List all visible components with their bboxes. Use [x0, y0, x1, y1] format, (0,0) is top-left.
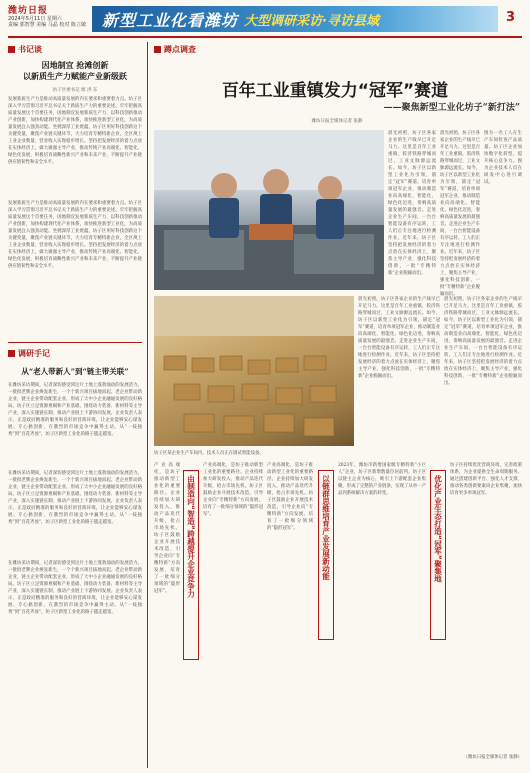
factory-workers-photo	[154, 130, 384, 290]
feature-byline: 潍坊日报全媒体记者 张静	[311, 119, 363, 124]
feature-end-note: （潍坊日报全媒体记者 张静）	[463, 755, 522, 760]
feature-title: 百年工业重镇发力“冠军”赛道	[221, 81, 449, 101]
issue-date: 2024年5月11日 星期六	[8, 16, 62, 22]
newspaper-logo: 潍坊日报	[8, 6, 49, 16]
feature-tag	[154, 44, 196, 55]
commentary-title	[8, 60, 142, 82]
opinion-tag	[8, 348, 50, 359]
commentary-tag-label: 书记谈	[18, 45, 42, 54]
opinion-body-cont2: 在潍坊采访期间，记者深切感受到这片土地上蓬勃涌动的发展活力。一批批老牌企业焕发新生，一个个新兴项目拔地而起。老企业带动新企业，链主企业带动配套企业，形成了大中小企业融通发展的良好格局。坊子区立足资源禀赋和产业基础，围绕动力装备、新材料等主导产业，深入实施链长制，推动产业链上下游协同发展。企业负责人表示，正是政府精准的服务和良好的营商环境，让企业能够安心谋发展、专心搞创新，在激烈的市场竞争中赢得主动。从“一枝独秀”到“百花齐放”，坊子区新型工业化的路子越走越宽。	[8, 561, 142, 615]
section3-body: 坊子区持续优化营商环境，完善政策体系，为企业提供全生命周期服务。通过搭建创新平台、强化人才支撑，推动各类创新要素向企业集聚，加快培育更多单项冠军。	[450, 463, 522, 496]
banner-title: 新型工业化看潍坊	[102, 10, 239, 30]
opinion-body: 在潍坊采访期间，记者深切感受到这片土地上蓬勃涌动的发展活力。一批批老牌企业焕发新生，一个个新兴项目拔地而起。老企业带动新企业，链主企业带动配套企业，形成了大中小企业融通发展的良好格局。坊子区立足资源禀赋和产业基础，围绕动力装备、新材料等主导产业，深入实施链长制，推动产业链上下游协同发展。企业负责人表示，正是政府精准的服务和良好的营商环境，让企业能够安心谋发展、专心搞创新，在激烈的市场竞争中赢得主动。从“一枝独秀”到“百花齐放”，坊子区新型工业化的路子越走越宽。	[8, 383, 142, 437]
feature-body-intro: 晨光初照，坊子区各家企业的生产线早已开足马力。这里是百年工业重镇，胶济铁路穿城而过，工业文脉源远流长。如今，坊子区以新型工业化为引领，锚定“冠军”赛道，培育单项冠军企业，推动制造业向高端化、智能化、绿色化迈进，奏响高质量发展的最强音。走进企业生产车间，一台台智能设备有序运转，工人们正专注地进行检测作业。近年来，坊子区坚持把发展经济的着力点放在实体经济上，聚焦主导产业，强化科技创新，一批“专精特新”企业脱颖而出。	[388, 131, 436, 276]
commentary-body-cont: 发展新质生产力是推动高质量发展的内在要求和重要着力点。坊子区深入学习贯彻习近平总书记关于新质生产力的重要论述，牢牢把握高质量发展这个首要任务，因地制宜发展新质生产力，以科技创新推动产业创新，加快构建现代化产业体系，加快推进新型工业化，为高质量发展注入强劲动能。坐拥深厚工业底蕴，坊子区用好科技创新这个关键变量，聚焦产业链关键环节，大力培育专精特新企业，全区规上工业企业数量、营业收入实现稳步增长。坚持把发展经济的着力点放在实体经济上，做大做强主导产业，推动传统产业高端化、智能化、绿色化发展，积极培育战略性新兴产业和未来产业，不断提升产业链供应链韧性和安全水平。	[8, 201, 142, 269]
commentary-title-line1: 因地制宜 抢滩创新	[41, 60, 109, 70]
column-divider	[147, 42, 148, 768]
tag-square-icon	[8, 350, 15, 357]
commentary-title-line2: 以新质生产力赋能产业新级跃	[23, 71, 127, 81]
workshop-products-photo	[154, 296, 354, 446]
page-banner	[92, 6, 498, 32]
feature-subtitle: ——聚焦新型工业化坊子“新打法”	[383, 103, 520, 113]
section2-heading-box	[318, 470, 334, 640]
feature-tag-label: 蹲点调查	[164, 45, 196, 54]
tag-square-icon	[8, 46, 15, 53]
factory-workers-illustration	[154, 130, 384, 290]
section2-body: 2023年，潍坊市新增国家级专精特新“小巨人”企业，坊子区新增数量位居前列。坊子区以链主企业为核心，吸引上下游配套企业集聚，形成了完整的产业链条，实现了从单一产品到系统解决方案的转变。	[338, 463, 426, 496]
section1-heading-box	[183, 470, 199, 660]
left-divider	[8, 342, 142, 343]
section1-heading: 由制造向“智造”跨越提升企业竞争力	[186, 475, 196, 598]
editor-credits: 责编 郭智慧 美编 马晶 校对 陈立敏	[8, 22, 86, 28]
commentary-tag	[8, 44, 42, 55]
feature-body-intro-cont: 晨光初照，坊子区各家企业的生产线早已开足马力。这里是百年工业重镇，胶济铁路穿城而过，工业文脉源远流长。如今，坊子区以新型工业化为引领，锚定“冠军”赛道，培育单项冠军企业，推动制造业向高端化、智能化、绿色化迈进，奏响高质量发展的最强音。走进企业生产车间，一台台智能设备有序运转，工人们正专注地进行检测作业。近年来，坊子区坚持把发展经济的着力点放在实体经济上，聚焦主导产业，强化科技创新，一批“专精特新”企业脱颖而出。	[440, 131, 480, 297]
opinion-body-cont: 在潍坊采访期间，记者深切感受到这片土地上蓬勃涌动的发展活力。一批批老牌企业焕发新生，一个个新兴项目拔地而起。老企业带动新企业，链主企业带动配套企业，形成了大中小企业融通发展的良好格局。坊子区立足资源禀赋和产业基础，围绕动力装备、新材料等主导产业，深入实施链长制，推动产业链上下游协同发展。企业负责人表示，正是政府精准的服务和良好的营商环境，让企业能够安心谋发展、专心搞创新，在激烈的市场竞争中赢得主动。从“一枝独秀”到“百花齐放”，坊子区新型工业化的路子越走越宽。	[8, 471, 142, 525]
page-number: 3	[506, 10, 516, 25]
banner-subtitle: 大型调研采访·寻访县域	[244, 13, 379, 29]
commentary-body: 发展新质生产力是推动高质量发展的内在要求和重要着力点。坊子区深入学习贯彻习近平总书记关于新质生产力的重要论述，牢牢把握高质量发展这个首要任务，因地制宜发展新质生产力，以科技创新推动产业创新，加快构建现代化产业体系，加快推进新型工业化，为高质量发展注入强劲动能。坐拥深厚工业底蕴，坊子区用好科技创新这个关键变量，聚焦产业链关键环节，大力培育专精特新企业，全区规上工业企业数量、营业收入实现稳步增长。坚持把发展经济的着力点放在实体经济上，做大做强主导产业，推动传统产业高端化、智能化、绿色化发展，积极培育战略性新兴产业和未来产业，不断提升产业链供应链韧性和安全水平。	[8, 97, 142, 165]
issue-meta	[8, 16, 86, 28]
feature-photo-note: 图为一名工人在生产车间检查产品质量。坊子区企业加快数字化转型，提升核心竞争力。图为企业技术人员在研发中心进行调试。	[484, 131, 522, 185]
photo-caption: 坊子区某企业生产车间内，技术人员正在调试智能设备。	[154, 451, 264, 456]
commentary-author: 坊子区委书记 闻 洪 东	[52, 88, 98, 93]
workshop-products-illustration	[154, 296, 354, 446]
feature-body-col1: 晨光初照，坊子区各家企业的生产线早已开足马力。这里是百年工业重镇，胶济铁路穿城而过，工业文脉源远流长。如今，坊子区以新型工业化为引领，锚定“冠军”赛道，培育单项冠军企业，推动制造业向高端化、智能化、绿色化迈进，奏响高质量发展的最强音。走进企业生产车间，一台台智能设备有序运转，工人们正专注地进行检测作业。近年来，坊子区坚持把发展经济的着力点放在实体经济上，聚焦主导产业，强化科技创新，一批“专精特新”企业脱颖而出。	[358, 297, 440, 379]
section3-heading-box	[430, 470, 446, 640]
feature-body-col2: 晨光初照，坊子区各家企业的生产线早已开足马力。这里是百年工业重镇，胶济铁路穿城而过，工业文脉源远流长。如今，坊子区以新型工业化为引领，锚定“冠军”赛道，培育单项冠军企业，推动制造业向高端化、智能化、绿色化迈进，奏响高质量发展的最强音。走进企业生产车间，一台台智能设备有序运转，工人们正专注地进行检测作业。近年来，坊子区坚持把发展经济的着力点放在实体经济上，聚焦主导产业，强化科技创新，一批“专精特新”企业脱颖而出。	[444, 297, 522, 386]
section2-heading: 以链群思维培育产业发展新动能	[321, 475, 331, 580]
section1-lead: 产业高端化，是坊子推动新型工业化的重要路径。企业持续加大研发投入，推动产品迭代升级，抢占市场先机。坊子区鼓励企业开展技术改造，引导企业向“专精特新”方向发展，培育了一批细分领域的“隐形冠军”。	[154, 463, 180, 594]
opinion-tag-label: 调研手记	[18, 349, 50, 358]
section3-heading: 优化产业生态打造“冠军”聚集地	[433, 475, 443, 583]
tag-square-icon	[154, 46, 161, 53]
section1-body: 产业高端化，是坊子推动新型工业化的重要路径。企业持续加大研发投入，推动产品迭代升级，抢占市场先机。坊子区鼓励企业开展技术改造，引导企业向“专精特新”方向发展，培育了一批细分领域的“隐形冠军”。	[203, 463, 263, 517]
header-rule	[8, 36, 522, 38]
opinion-title: 从“老人带新人”到“链主带关联”	[21, 367, 129, 376]
section1-body-cont: 产业高端化，是坊子推动新型工业化的重要路径。企业持续加大研发投入，推动产品迭代升级，抢占市场先机。坊子区鼓励企业开展技术改造，引导企业向“专精特新”方向发展，培育了一批细分领域的“隐形冠军”。	[267, 463, 313, 531]
